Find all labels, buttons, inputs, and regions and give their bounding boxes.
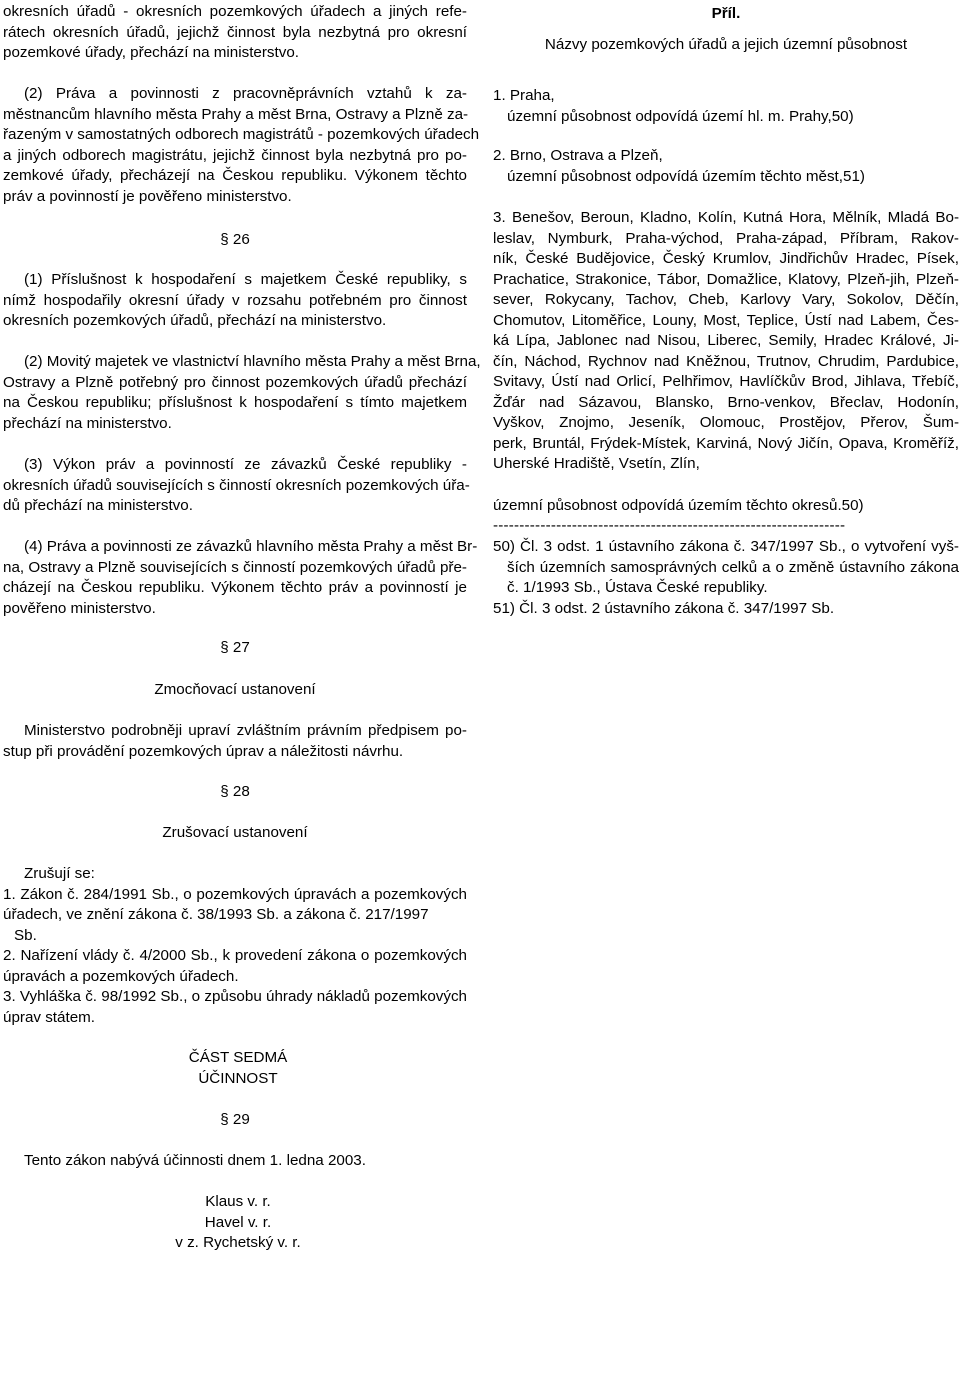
item-line: Prachatice, Strakonice, Tábor, Domažlice, Klatovy, Plzeň-jih, Plzeň- [493,270,959,288]
annex-item-3-scope [493,496,959,517]
text-line: Ministerstvo podrobněji upraví zvláštním právním předpisem po- [24,722,467,739]
text-line: a jiných odborech magistrátu, jejichž činnost byla nezbytná pro po- [3,146,467,164]
text-line: (2) Movitý majetek ve vlastnictví hlavního města Prahy a měst Brna, [24,353,481,370]
text-line: práv a povinností je pověřeno ministerstvo. [3,187,292,205]
annex-item-1 [493,86,959,127]
section-27-title [3,680,467,701]
divider: ------------------------------------------------------------------- [493,517,846,534]
intro-paragraph [3,2,467,64]
section-26-paragraph-3 [3,455,470,517]
signatures [163,1192,313,1254]
item-line: Uherské Hradiště, Vsetín, Zlín, [493,455,700,472]
text-line: okresních úřadů souvisejících s činností okresních pozemkových úřa- [3,476,470,494]
text-line: (3) Výkon práv a povinností ze závazků České republiky - [24,456,467,473]
signature: Havel v. r. [204,1213,272,1231]
list-item: 3. Vyhláška č. 98/1992 Sb., o způsobu úhrady nákladů pozemkových [3,988,467,1005]
item-line: sever, Rokycany, Tachov, Cheb, Karlovy Vary, Sokolov, Děčín, [493,291,959,308]
section-29-heading [3,1110,467,1131]
item-line: Žďár nad Sázavou, Blansko, Brno-venkov, Břeclav, Hodonín, [493,393,959,411]
text-line: městnancům hlavního města Prahy a měst Brna, Ostravy a Plzně za- [3,105,469,123]
signature: v z. Rychetský v. r. [175,1234,301,1251]
footnote-line: ších územních samosprávných celků a o změně ústavního zákona [507,558,959,576]
footnote-line: 51) Čl. 3 odst. 2 ústavního zákona č. 347/1997 Sb. [493,599,835,617]
annex-header [493,4,959,55]
signature: Klaus v. r. [205,1193,271,1210]
list-item: úprav státem. [3,1008,96,1026]
section-heading: § 27 [220,639,250,656]
text-line: zemkové úřady, přecházejí na Českou republiku. Výkonem těchto [3,167,467,184]
section-26-paragraph-1 [3,270,467,332]
item-name: 1. Praha, [493,87,555,104]
section-29-text [3,1151,467,1172]
text-line: rátech okresních úřadů, jejichž činnost byla nezbytná pro okresní [3,23,467,41]
paragraph-2 [3,84,480,207]
section-28-heading [3,782,467,803]
text-line: Ostravy a Plzně potřebný pro činnost pozemkových úřadů přechází [3,373,467,391]
annex-label: Příl. [711,5,741,22]
section-26-paragraph-2 [3,352,481,434]
text-line: nímž hospodařily okresní úřady v rozsahu potřebném pro činnost [3,291,467,309]
item-line: 3. Benešov, Beroun, Kladno, Kolín, Kutná Hora, Mělník, Mladá Bo- [493,209,959,226]
section-27-text [3,721,467,762]
list-item: úřadech, ve znění zákona č. 38/1993 Sb. a zákona č. 217/1997 [3,906,429,923]
text-line: stup při provádění pozemkových úprav a náležitosti návrhu. [3,742,404,760]
section-heading: § 26 [220,231,250,248]
item-line: Chomutov, Litoměřice, Louny, Most, Teplice, Ústí nad Labem, Čes- [493,311,959,329]
item-scope: územní působnost odpovídá územím těchto měst,51) [507,167,865,185]
item-line: perk, Bruntál, Frýdek-Místek, Karviná, Nový Jičín, Opava, Kroměříž, [493,434,959,452]
text-line: okresních pozemkových úřadů, přechází na ministerstvo. [3,312,387,329]
repeal-intro: Zrušují se: [24,865,95,882]
annex-title: Názvy pozemkových úřadů a jejich územní působnost [544,35,908,53]
footnote-divider [493,516,959,537]
list-item: úpravách a pozemkových úřadech. [3,967,239,985]
section-title: Zmocňovací ustanovení [154,681,316,698]
text-line: cházejí na Českou republiku. Výkonem těchto práv a povinností je [3,579,467,596]
repeal-list [3,864,467,1028]
footnote-line: č. 1/1993 Sb., Ústava České republiky. [507,579,768,596]
text-line: řazeným v samostatných odborech magistrátů - pozemkových úřadech [3,126,480,143]
section-title: Zrušovací ustanovení [162,824,308,841]
section-28-title [3,823,467,844]
footnotes [493,537,959,619]
text-line: dů přechází na ministerstvo. [3,497,193,514]
item-scope: územní působnost odpovídá území hl. m. Prahy,50) [507,107,854,125]
footnote-line: 50) Čl. 3 odst. 1 ústavního zákona č. 347/1997 Sb., o vytvoření vyš- [493,538,959,555]
annex-item-2 [493,146,959,187]
part-subtitle: ÚČINNOST [198,1069,278,1087]
text-line: Tento zákon nabývá účinnosti dnem 1. ledna 2003. [24,1152,366,1169]
section-27-heading [3,638,467,659]
list-item: 2. Nařízení vlády č. 4/2000 Sb., k provedení zákona o pozemkových [3,947,467,964]
list-item: 1. Zákon č. 284/1991 Sb., o pozemkových úpravách a pozemkových [3,885,467,903]
text-line: (2) Práva a povinnosti z pracovněprávních vztahů k za- [24,85,467,102]
item-line: čín, Náchod, Rychnov nad Kněžnou, Trutnov, Chrudim, Pardubice, [493,352,959,370]
annex-item-3 [493,208,959,475]
text-line: (4) Práva a povinnosti ze závazků hlavního města Prahy a měst Br- [24,538,478,555]
item-line: ká Lípa, Jablonec nad Nisou, Liberec, Semily, Hradec Králové, Ji- [493,332,959,349]
section-heading: § 28 [220,783,250,800]
text-line: na Českou republiku; příslušnost k hospodaření s tímto majetkem [3,394,467,411]
text-line: pozemkové úřady, přechází na ministerstvo. [3,44,300,61]
text-line: (1) Příslušnost k hospodaření s majetkem České republiky, s [24,271,467,288]
section-26-heading [3,230,467,251]
item-name: 2. Brno, Ostrava a Plzeň, [493,147,663,164]
item-scope: územní působnost odpovídá územím těchto okresů.50) [493,497,864,514]
section-heading: § 29 [220,1111,250,1128]
item-line: ník, České Budějovice, Český Krumlov, Jindřichův Hradec, Písek, [493,250,959,267]
text-line: okresních úřadů - okresních pozemkových úřadech a jiných refe- [3,3,467,20]
list-item: Sb. [14,926,37,944]
text-line: na, Ostravy a Plzně souvisejících s činností pozemkových úřadů pře- [3,558,467,576]
item-line: Svitavy, Ústí nad Orlicí, Pelhřimov, Havlíčkův Brod, Jihlava, Třebíč, [493,373,959,390]
part-seven-heading [183,1048,293,1089]
part-title: ČÁST SEDMÁ [188,1049,288,1066]
item-line: leslav, Nymburk, Praha-východ, Praha-západ, Příbram, Rakov- [493,229,959,247]
text-line: přechází na ministerstvo. [3,414,172,432]
item-line: Vyškov, Znojmo, Jeseník, Olomouc, Prostějov, Přerov, Šum- [493,414,959,431]
section-26-paragraph-4 [3,537,478,619]
text-line: pověřeno ministerstvo. [3,599,156,617]
